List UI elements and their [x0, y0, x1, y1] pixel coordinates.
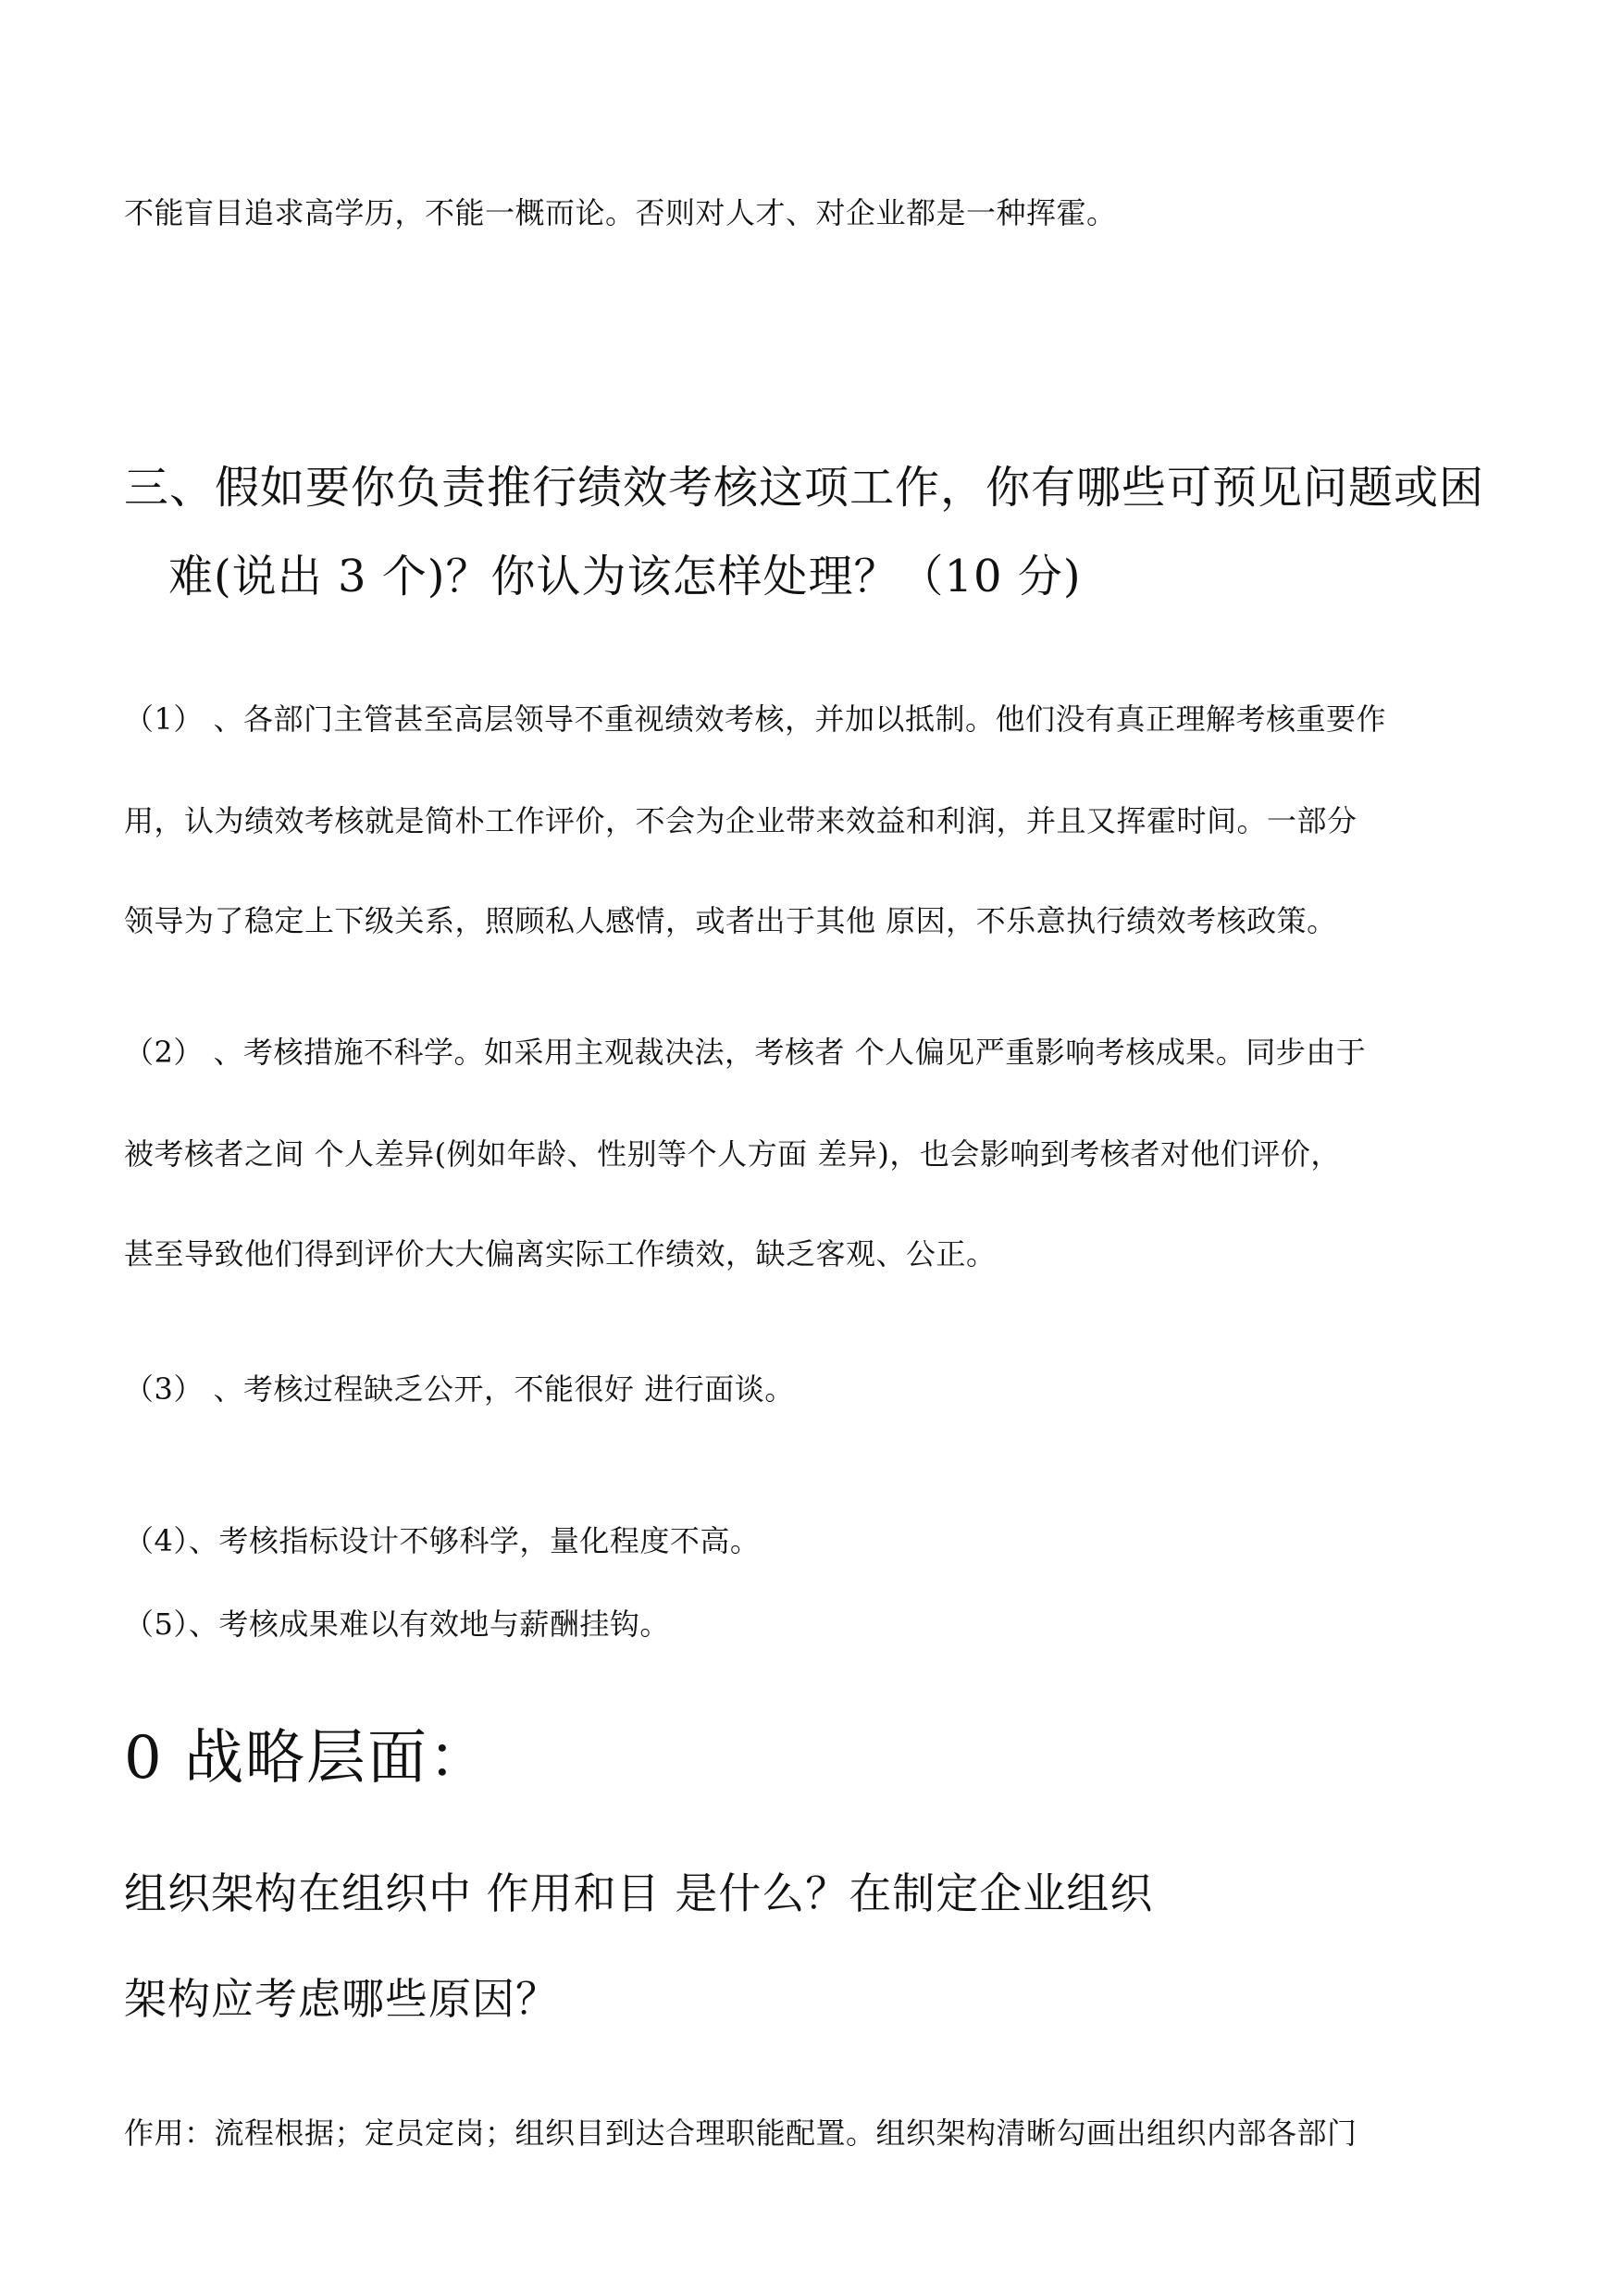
question-3-title-line-2: 难(说出 3 个)？你认为该怎样处理？（10 分)	[168, 551, 1082, 602]
item-5-line-1: （5）、考核成果难以有效地与薪酬挂钩。	[124, 1606, 670, 1642]
item-2-line-3: 甚至导致他们得到评价大大偏离实际工作绩效，缺乏客观、公正。	[124, 1236, 997, 1272]
item-1-line-3: 领导为了稳定上下级关系，照顾私人感情，或者出于其他 原因，不乐意执行绩效考核政策。	[124, 903, 1337, 938]
question-3-title-line-1: 三、假如要你负责推行绩效考核这项工作，你有哪些可预见问题或困	[124, 462, 1485, 514]
item-2-line-2: 被考核者之间 个人差异(例如年龄、性别等个人方面 差异)，也会影响到考核者对他们评价，	[124, 1136, 1341, 1172]
intro-paragraph: 不能盲目追求高学历，不能一概而论。否则对人才、对企业都是一种挥霍。	[124, 195, 1117, 230]
strategy-question-line-2: 架构应考虑哪些原因？	[124, 1974, 559, 2024]
item-1-line-2: 用，认为绩效考核就是简朴工作评价，不会为企业带来效益和利润，并且又挥霍时间。一部分	[124, 803, 1357, 838]
item-1-line-1: （1） 、各部门主管甚至高层领导不重视绩效考核，并加以抵制。他们没有真正理解考核重要作	[124, 701, 1387, 737]
item-4-line-1: （4）、考核指标设计不够科学，量化程度不高。	[124, 1523, 761, 1558]
item-3-line-1: （3） 、考核过程缺乏公开，不能很好 进行面谈。	[124, 1371, 795, 1407]
strategy-answer-line-1: 作用：流程根据；定员定岗；组织目到达合理职能配置。组织架构清晰勾画出组织内部各部门	[124, 2115, 1357, 2151]
strategy-heading: 0 战略层面：	[124, 1724, 490, 1793]
strategy-question-line-1: 组织架构在组织中 作用和目 是什么？在制定企业组织	[124, 1868, 1154, 1918]
item-2-line-1: （2） 、考核措施不科学。如采用主观裁决法，考核者 个人偏见严重影响考核成果。同步由于	[124, 1035, 1367, 1070]
